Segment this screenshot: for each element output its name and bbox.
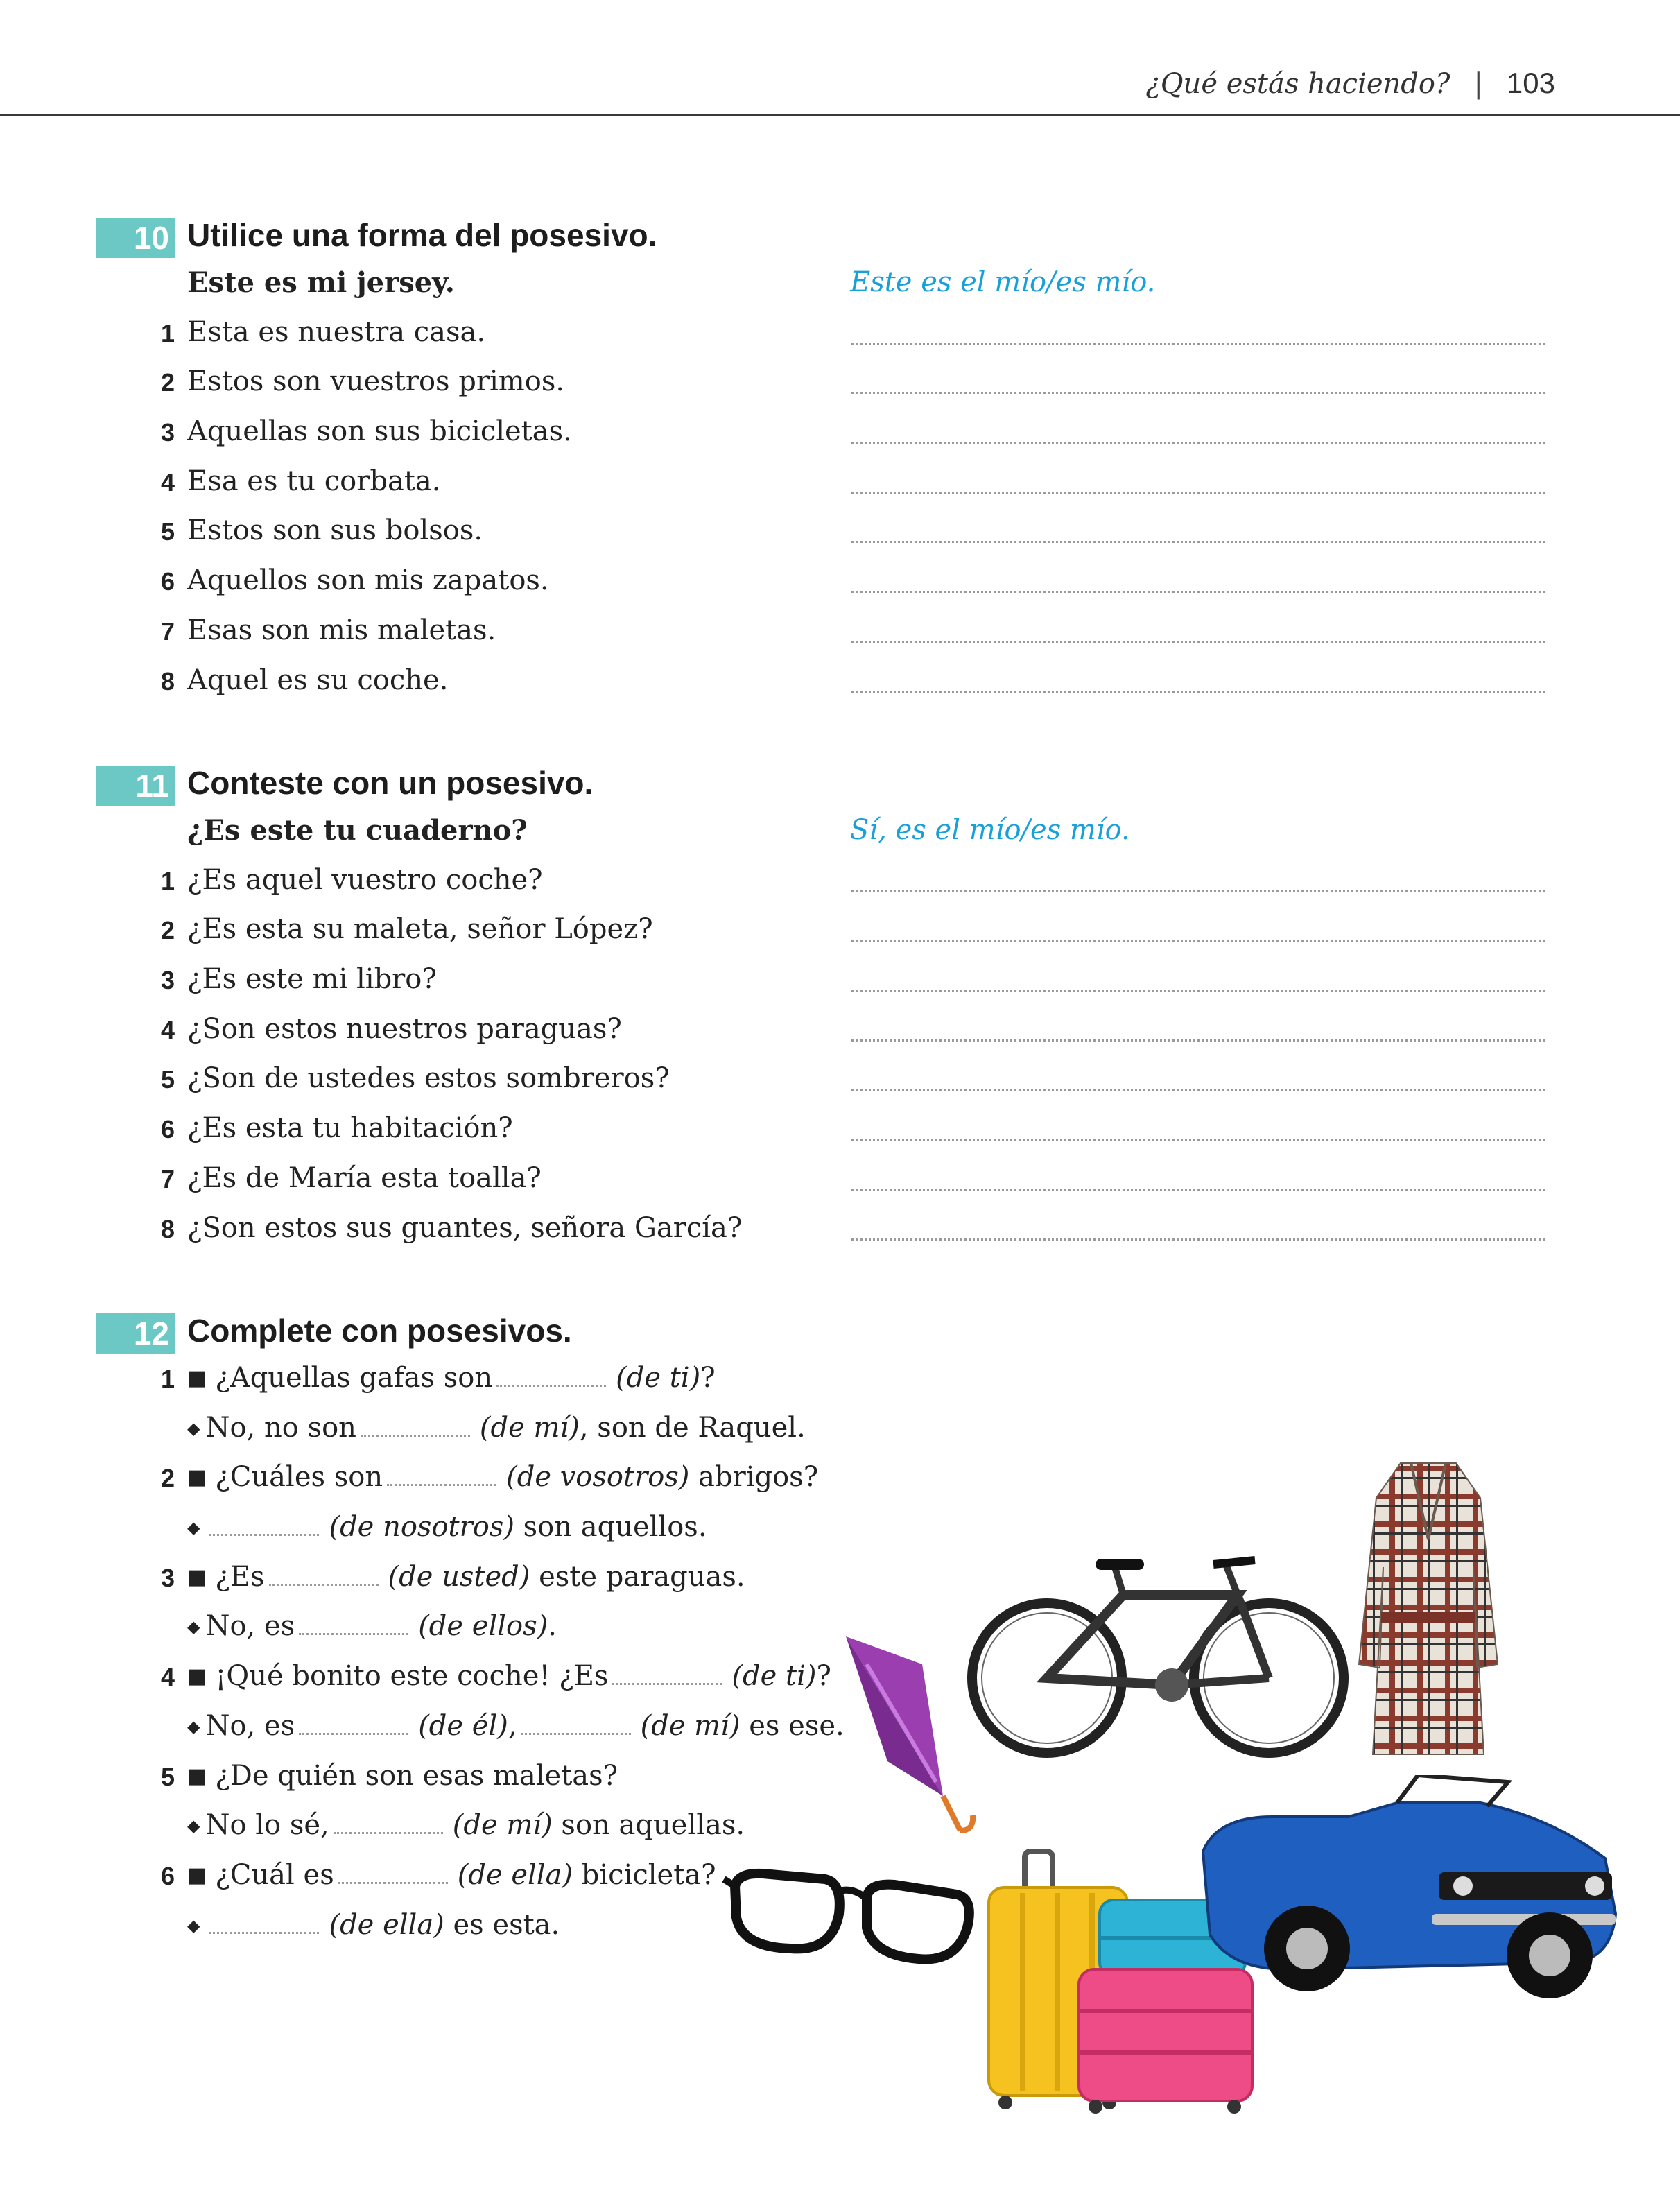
- question-text-end: abrigos?: [689, 1461, 819, 1494]
- item-sentence: ¿Es esta tu habitación?: [187, 1112, 513, 1145]
- answer-line[interactable]: [851, 541, 1545, 543]
- blank-field[interactable]: [269, 1566, 379, 1586]
- dialogue-question-row: [96, 1358, 858, 1408]
- answer-line[interactable]: [851, 442, 1545, 444]
- item-number: 2: [160, 368, 175, 397]
- dialogue-question-row: [96, 1756, 858, 1806]
- dialogue-answer: [187, 1511, 707, 1543]
- dialogue-answer-row: [96, 1706, 858, 1756]
- dialogue-answer-row: [96, 1408, 858, 1458]
- example-answer: Este es el mío/es mío.: [850, 266, 1156, 298]
- exercise-title: Complete con posesivos.: [187, 1313, 572, 1349]
- speaker-a-marker: ■: [187, 1763, 207, 1788]
- exercise-12: [96, 1309, 858, 1954]
- item-number: 4: [160, 1015, 175, 1044]
- exercise-item: [96, 560, 1552, 610]
- exercise-header: [96, 214, 1552, 262]
- question-text-end: bicicleta?: [573, 1858, 716, 1891]
- speaker-b-marker: ◆: [187, 1816, 200, 1836]
- answer-line[interactable]: [851, 940, 1545, 942]
- item-number: 4: [160, 1663, 175, 1692]
- dialogue-question: [187, 1461, 818, 1493]
- plaid-coat-icon: [1352, 1456, 1505, 1761]
- dialogue-answer: [187, 1809, 745, 1841]
- item-sentence: ¿Es esta su maleta, señor López?: [187, 913, 653, 946]
- item-number: 1: [160, 318, 175, 347]
- speaker-a-marker: ■: [187, 1465, 207, 1490]
- item-number: 6: [160, 1861, 175, 1890]
- exercise-item: [96, 461, 1552, 511]
- answer-text-end: son aquellos.: [514, 1511, 707, 1544]
- possessive-hint: (de ti): [616, 1362, 701, 1394]
- blank-field[interactable]: [387, 1466, 496, 1486]
- item-number: 5: [160, 1762, 175, 1791]
- exercise-item: [96, 312, 1552, 362]
- item-sentence: Esa es tu corbata.: [187, 465, 441, 497]
- example-row: [96, 262, 1552, 312]
- item-sentence: Aquel es su coche.: [187, 664, 449, 696]
- item-number: 7: [160, 1164, 175, 1193]
- possessive-hint: (de él): [418, 1709, 508, 1742]
- dialogue-answer: [187, 1610, 557, 1642]
- dialogue-question-row: [96, 1557, 858, 1607]
- question-text-end: ?: [816, 1660, 831, 1693]
- answer-line[interactable]: [851, 1139, 1545, 1141]
- dialogue-question-row: [96, 1656, 858, 1706]
- speaker-b-marker: ◆: [187, 1418, 200, 1438]
- speaker-a-marker: ■: [187, 1366, 207, 1390]
- exercise-items: [96, 312, 1552, 710]
- dialogue-question: [187, 1859, 716, 1891]
- item-number: 3: [160, 1563, 175, 1592]
- exercise-item: [96, 1158, 1552, 1208]
- possessive-hint: (de ellos): [418, 1610, 548, 1643]
- answer-text: ,: [508, 1709, 517, 1742]
- item-sentence: ¿Es este mi libro?: [187, 963, 437, 996]
- answer-line[interactable]: [851, 1039, 1545, 1042]
- answer-line[interactable]: [851, 591, 1545, 593]
- answer-line[interactable]: [851, 343, 1545, 345]
- answer-text-end: .: [548, 1610, 557, 1643]
- possessive-hint: (de ella): [329, 1908, 444, 1941]
- example-row: [96, 810, 1552, 860]
- exercise-number-badge: 11: [96, 766, 175, 806]
- question-text: ¿De quién son esas maletas?: [215, 1759, 618, 1792]
- dialogue-answer-row: [96, 1606, 858, 1656]
- exercise-header: [96, 761, 1552, 810]
- item-number: 2: [160, 1464, 175, 1493]
- exercise-item: [96, 610, 1552, 660]
- speaker-b-marker: ◆: [187, 1915, 200, 1935]
- exercise-items: [96, 860, 1552, 1258]
- item-sentence: Aquellas son sus bicicletas.: [187, 415, 572, 448]
- question-text: ¡Qué bonito este coche! ¿Es: [215, 1660, 609, 1693]
- example-question: Este es mi jersey.: [187, 266, 455, 299]
- item-sentence: Esta es nuestra casa.: [187, 316, 486, 348]
- speaker-b-marker: ◆: [187, 1617, 200, 1637]
- possessive-hint: (de vosotros): [506, 1461, 690, 1494]
- item-number: 8: [160, 1214, 175, 1243]
- dialogue-question: [187, 1362, 716, 1394]
- exercise-item: [96, 660, 1552, 710]
- item-number: 5: [160, 517, 175, 546]
- dialogue-question: [187, 1561, 745, 1593]
- page-number: 103: [1506, 67, 1555, 99]
- item-number: 1: [160, 866, 175, 895]
- item-number: 7: [160, 616, 175, 646]
- umbrella-icon: [839, 1623, 978, 1844]
- answer-text: No, es: [205, 1610, 295, 1643]
- item-sentence: Estos son vuestros primos.: [187, 365, 565, 398]
- item-sentence: ¿Son estos sus guantes, señora García?: [187, 1211, 743, 1244]
- possessive-hint: (de ella): [457, 1858, 573, 1891]
- blank-field[interactable]: [361, 1417, 470, 1437]
- header-rule: [0, 114, 1680, 116]
- item-sentence: ¿Es aquel vuestro coche?: [187, 863, 543, 896]
- item-number: 5: [160, 1065, 175, 1094]
- dialogue-question: [187, 1660, 831, 1692]
- exercise-item: [96, 1009, 1552, 1059]
- exercise-11: [96, 761, 1552, 1257]
- blank-field[interactable]: [496, 1367, 606, 1387]
- answer-text-end: son aquellas.: [552, 1809, 745, 1842]
- answer-line[interactable]: [851, 641, 1545, 643]
- running-head: [1145, 67, 1555, 100]
- exercise-item: [96, 909, 1552, 959]
- dialogue-answer-row: [96, 1805, 858, 1855]
- exercise-item: [96, 860, 1552, 910]
- answer-line[interactable]: [851, 392, 1545, 394]
- question-text-end: este paraguas.: [530, 1560, 745, 1593]
- item-number: 8: [160, 666, 175, 695]
- blank-field[interactable]: [209, 1914, 319, 1934]
- exercise-item: [96, 411, 1552, 461]
- example-answer: Sí, es el mío/es mío.: [850, 814, 1130, 846]
- dialogue-answer: [187, 1710, 845, 1742]
- header-separator: |: [1473, 68, 1483, 100]
- exercise-item: [96, 1058, 1552, 1108]
- exercise-item: [96, 361, 1552, 411]
- blank-field[interactable]: [299, 1715, 408, 1735]
- question-text: ¿Cuál es: [215, 1858, 334, 1891]
- exercise-item: [96, 510, 1552, 560]
- speaker-a-marker: ■: [187, 1664, 207, 1689]
- exercise-number-badge: 12: [96, 1313, 175, 1354]
- question-text: ¿Cuáles son: [215, 1461, 383, 1494]
- exercise-number-badge: 10: [96, 218, 175, 258]
- blank-field[interactable]: [338, 1864, 448, 1884]
- blank-field[interactable]: [521, 1715, 631, 1735]
- exercise-title: Conteste con un posesivo.: [187, 765, 594, 801]
- blank-field[interactable]: [209, 1516, 319, 1536]
- blank-field[interactable]: [612, 1665, 722, 1685]
- answer-line[interactable]: [851, 890, 1545, 892]
- item-number: 1: [160, 1365, 175, 1393]
- exercise-item: [96, 1208, 1552, 1258]
- item-sentence: Estos son sus bolsos.: [187, 515, 483, 547]
- item-number: 6: [160, 1115, 175, 1144]
- speaker-a-marker: ■: [187, 1863, 207, 1887]
- answer-text: No, no son: [205, 1411, 356, 1444]
- possessive-hint: (de usted): [388, 1560, 530, 1593]
- item-number: 4: [160, 467, 175, 496]
- exercise-item: [96, 1108, 1552, 1158]
- possessive-hint: (de nosotros): [329, 1511, 514, 1544]
- item-sentence: ¿Son estos nuestros paraguas?: [187, 1012, 622, 1045]
- glasses-icon: [721, 1858, 985, 1969]
- exercise-item: [96, 959, 1552, 1009]
- dialogue-question: [187, 1760, 618, 1792]
- answer-line[interactable]: [851, 691, 1545, 693]
- answer-text-end: es ese.: [740, 1709, 845, 1742]
- chapter-title: ¿Qué estás haciendo?: [1145, 68, 1450, 100]
- possessive-hint: (de mí): [640, 1709, 741, 1742]
- speaker-b-marker: ◆: [187, 1716, 200, 1736]
- possessive-hint: (de ti): [731, 1660, 817, 1693]
- example-question: ¿Es este tu cuaderno?: [187, 814, 528, 847]
- item-number: 2: [160, 916, 175, 945]
- item-sentence: ¿Son de ustedes estos sombreros?: [187, 1062, 670, 1095]
- answer-line[interactable]: [851, 990, 1545, 992]
- answer-text-end: , son de Raquel.: [579, 1411, 806, 1444]
- blank-field[interactable]: [334, 1814, 443, 1834]
- convertible-car-icon: [1189, 1775, 1633, 2025]
- bicycle-icon: [964, 1539, 1352, 1761]
- dialogue-answer: [187, 1909, 560, 1941]
- item-sentence: Aquellos son mis zapatos.: [187, 564, 549, 597]
- question-text: ¿Aquellas gafas son: [215, 1362, 493, 1394]
- exercise-title: Utilice una forma del posesivo.: [187, 217, 657, 253]
- item-number: 6: [160, 567, 175, 596]
- answer-line[interactable]: [851, 1238, 1545, 1241]
- possessive-hint: (de mí): [452, 1809, 553, 1842]
- exercise-header: [96, 1309, 858, 1358]
- blank-field[interactable]: [299, 1615, 408, 1635]
- item-sentence: ¿Es de María esta toalla?: [187, 1161, 542, 1194]
- speaker-b-marker: ◆: [187, 1518, 200, 1538]
- possessive-hint: (de mí): [479, 1411, 580, 1444]
- speaker-a-marker: ■: [187, 1564, 207, 1589]
- answer-line[interactable]: [851, 1089, 1545, 1091]
- answer-line[interactable]: [851, 492, 1545, 494]
- item-number: 3: [160, 966, 175, 995]
- item-sentence: Esas son mis maletas.: [187, 614, 496, 646]
- answer-text: No, es: [205, 1709, 295, 1742]
- item-number: 3: [160, 418, 175, 447]
- answer-line[interactable]: [851, 1189, 1545, 1191]
- question-text: ¿Es: [215, 1560, 265, 1593]
- dialogue-answer: [187, 1412, 806, 1444]
- dialogue-answer-row: [96, 1507, 858, 1557]
- answer-text: No lo sé,: [205, 1809, 329, 1842]
- exercise-10: [96, 214, 1552, 709]
- dialogue-question-row: [96, 1457, 858, 1507]
- question-text-end: ?: [700, 1362, 716, 1394]
- answer-text-end: es esta.: [444, 1908, 560, 1941]
